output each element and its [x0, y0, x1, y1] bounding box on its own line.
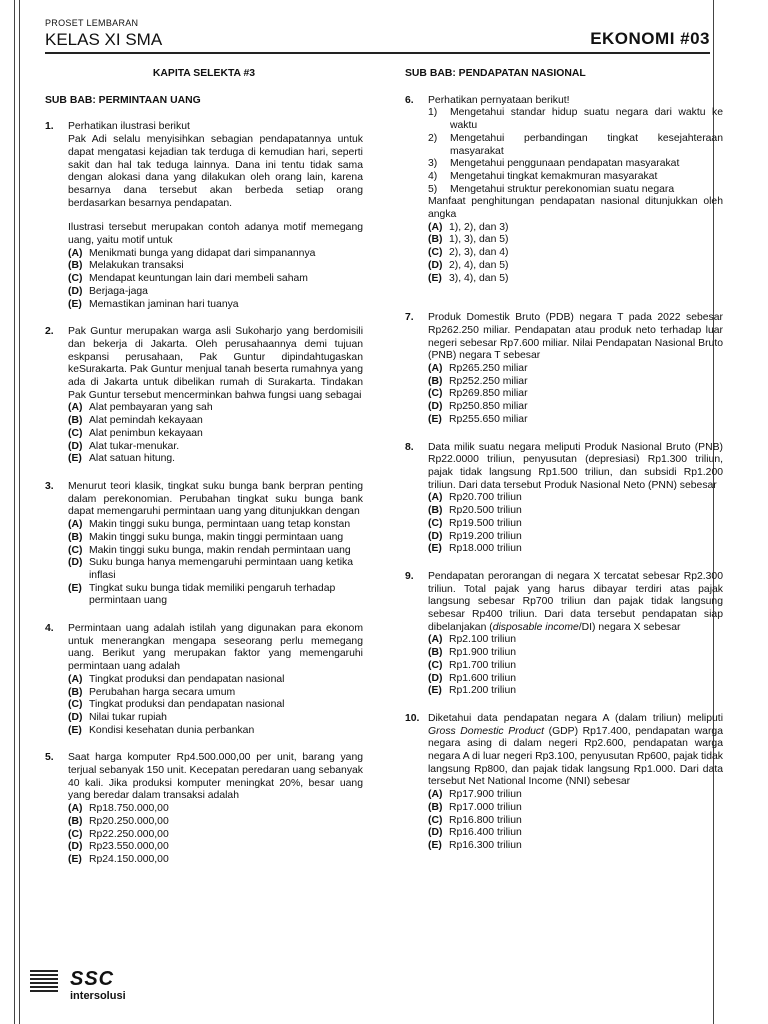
- option-text: Tingkat produksi dan pendapatan nasional: [89, 699, 285, 711]
- option-letter: (C): [68, 544, 83, 556]
- option-text: Makin tinggi suku bunga, permintaan uang tetap konstan: [89, 519, 351, 531]
- option-letter: (A): [68, 519, 83, 531]
- question-list: [45, 121, 363, 866]
- question-text: Data milik suatu negara meliputi Produk Nasional Bruto (PNB) Rp22.0000 triliun, penyusutan (depresiasi) Rp1.300 triliun, pajak tidak langsung Rp1.500 triliun, dan subsidi Rp1.200 triliun. Dari data tersebut Produk Nasional Neto (PNN) sebesar: [428, 441, 723, 491]
- option-text: Rp18.000 triliun: [449, 543, 522, 555]
- option-list: [428, 363, 723, 427]
- option-text: Melakukan transaksi: [89, 260, 184, 272]
- statement-list: [428, 107, 723, 196]
- option-text: 1), 2), dan 3): [449, 221, 509, 233]
- question-stem: Manfaat penghitungan pendapatan nasional ditunjukkan oleh angka: [428, 196, 723, 221]
- question-number: 8.: [405, 441, 414, 453]
- question-item: [45, 623, 363, 737]
- left-margin-rule: [14, 0, 20, 1024]
- answer-option: [68, 816, 363, 829]
- answer-option: [428, 234, 723, 247]
- option-text: Rp24.150.000,00: [89, 853, 169, 865]
- question-text: Diketahui data pendapatan negara A (dalam triliun) meliputi Gross Domestic Product (GDP) Rp17.400, pendapatan warga negara asing di dalam negeri Rp2.600, pendapatan warga negara A di luar negeri Rp3.100, penyusutan Rp600, pajak tidak langsung Rp800, dan pajak tidak langsung Rp1.000. Dari data tersebut Net National Income (NNI) sebesar: [428, 712, 723, 788]
- option-letter: (D): [68, 557, 83, 569]
- option-list: [68, 674, 363, 738]
- question-number: 5.: [45, 752, 54, 764]
- logo-text: SSC: [70, 968, 115, 990]
- question-number: 3.: [45, 480, 54, 492]
- question-text: Produk Domestik Bruto (PDB) negara T pada 2022 sebesar Rp262.250 miliar. Pendapatan atau produk neto terhadap luar negeri sebesar Rp7.600 miliar. Nilai Pendapatan Nasional Bruto (PNB) negara T sebesar: [428, 312, 723, 362]
- option-text: Rp16.400 triliun: [449, 827, 522, 839]
- option-letter: (B): [428, 505, 443, 517]
- option-text: Rp17.000 triliun: [449, 801, 522, 813]
- question-number: 10.: [405, 712, 420, 724]
- option-letter: (A): [428, 221, 443, 233]
- answer-option: [428, 273, 723, 286]
- statement-text: Mengetahui struktur perekonomian suatu negara: [450, 183, 675, 195]
- option-letter: (B): [68, 260, 83, 272]
- option-letter: (E): [428, 543, 442, 555]
- option-text: Rp1.700 triliun: [449, 659, 517, 671]
- option-list: [428, 634, 723, 698]
- option-text: Rp2.100 triliun: [449, 634, 517, 646]
- option-letter: (A): [428, 492, 443, 504]
- option-text: Rp250.850 miliar: [449, 401, 528, 413]
- option-text: Alat pembayaran yang sah: [89, 402, 213, 414]
- answer-option: [428, 376, 723, 389]
- answer-option: [428, 840, 723, 853]
- answer-option: [428, 827, 723, 840]
- question-number: 7.: [405, 312, 414, 324]
- option-text: Kondisi kesehatan dunia perbankan: [89, 724, 255, 736]
- answer-option: [428, 247, 723, 260]
- question-text: Pendapatan perorangan di negara X tercatat sebesar Rp2.300 triliun. Total pajak yang harus dibayar terdiri atas pajak langsung sebesar Rp700 triliun dan pajak tidak langsung sebesar Rp400 triliun. Dari data tersebut pendapatan siap dibelanjakan (disposable income/DI) negara X sebesar: [428, 570, 723, 633]
- answer-option: [68, 260, 363, 273]
- spacer: [68, 210, 363, 222]
- answer-option: [428, 492, 723, 505]
- option-letter: (D): [428, 672, 443, 684]
- option-letter: (C): [68, 699, 83, 711]
- option-letter: (E): [68, 453, 82, 465]
- statement-item: [428, 107, 723, 132]
- answer-option: [428, 414, 723, 427]
- option-text: Rp265.250 miliar: [449, 363, 528, 375]
- option-text: Tingkat suku bunga tidak memiliki pengaruh terhadap permintaan uang: [89, 582, 336, 607]
- logo-subtext: intersolusi: [70, 990, 126, 1002]
- option-letter: (A): [68, 803, 83, 815]
- option-text: Suku bunga hanya memengaruhi permintaan uang ketika inflasi: [89, 557, 353, 581]
- statement-text: Mengetahui penggunaan pendapatan masyarakat: [450, 158, 680, 170]
- statement-number: 1): [428, 107, 438, 119]
- answer-option: [428, 685, 723, 698]
- question-item: [405, 312, 723, 426]
- answer-option: [68, 545, 363, 558]
- question-item: [45, 121, 363, 311]
- option-text: Alat satuan hitung.: [89, 453, 176, 465]
- option-text: Rp1.900 triliun: [449, 647, 517, 659]
- option-letter: (D): [428, 259, 443, 271]
- answer-option: [428, 531, 723, 544]
- option-letter: (B): [428, 647, 443, 659]
- option-text: Rp20.500 triliun: [449, 505, 522, 517]
- statement-number: 3): [428, 158, 438, 170]
- subject-title: EKONOMI #03: [590, 29, 710, 48]
- answer-option: [68, 248, 363, 261]
- answer-option: [428, 815, 723, 828]
- statement-number: 2): [428, 132, 438, 144]
- answer-option: [428, 260, 723, 273]
- section-title: KAPITA SELEKTA #3: [152, 68, 256, 79]
- option-letter: (C): [428, 814, 443, 826]
- answer-option: [68, 699, 363, 712]
- statement-item: [428, 158, 723, 171]
- answer-option: [428, 401, 723, 414]
- question-item: [45, 481, 363, 608]
- statement-number: 5): [428, 183, 438, 195]
- answer-option: [68, 428, 363, 441]
- option-text: Tingkat produksi dan pendapatan nasional: [89, 673, 285, 685]
- option-list: [68, 803, 363, 867]
- answer-option: [68, 299, 363, 312]
- option-text: Rp1.600 triliun: [449, 672, 517, 684]
- option-text: Rp16.300 triliun: [449, 839, 522, 851]
- option-text: Rp16.800 triliun: [449, 814, 522, 826]
- option-letter: (B): [428, 375, 443, 387]
- answer-option: [68, 687, 363, 700]
- option-text: 3), 4), dan 5): [449, 272, 509, 284]
- series-label: PROSET LEMBARAN: [45, 18, 139, 28]
- option-text: Rp19.500 triliun: [449, 517, 522, 529]
- answer-option: [428, 673, 723, 686]
- option-letter: (C): [68, 828, 83, 840]
- question-intro: Perhatikan pernyataan berikut!: [428, 94, 570, 106]
- question-text: Permintaan uang adalah istilah yang digunakan para ekonom untuk menerangkan mengapa seseorang perlu memegang uang. Berikut yang merupakan faktor yang memengaruhi permintaan uang adalah: [68, 623, 363, 673]
- logo-stripes-icon: [30, 970, 58, 994]
- question-text: Pak Guntur merupakan warga asli Sukoharjo yang berdomisili dan bekerja di Jakarta. Oleh perusahaannya demi tujuan eskpansi perusahaan, Pak Guntur dipindahtugaskan keSurakarta. Pak Guntur menjual tanah beserta rumahnya yang ada di Jakarta untuk dibelikan rumah di Surakarta. Tindakan Pak Guntur tersebut mencerminkan bahwa fungsi uang sebagai: [68, 326, 363, 401]
- option-letter: (D): [68, 841, 83, 853]
- option-text: Rp255.650 miliar: [449, 413, 528, 425]
- option-text: Alat tukar-menukar.: [89, 440, 180, 452]
- option-list: [68, 519, 363, 608]
- subsection-title: SUB BAB: PENDAPATAN NASIONAL: [405, 68, 586, 79]
- answer-option: [68, 674, 363, 687]
- answer-option: [428, 518, 723, 531]
- answer-option: [68, 453, 363, 466]
- option-letter: (C): [428, 388, 443, 400]
- option-letter: (D): [428, 401, 443, 413]
- option-text: Alat penimbun kekayaan: [89, 427, 203, 439]
- question-list: [405, 312, 723, 852]
- option-letter: (B): [428, 801, 443, 813]
- question-item: [45, 326, 363, 466]
- question-text: Menurut teori klasik, tingkat suku bunga bank berpran penting dalam perekonomian. Perubahan tingkat suku bunga bank dapat memengaruhi permintaan uang yang ditunjukkan dengan: [68, 480, 363, 518]
- option-letter: (B): [428, 234, 443, 246]
- answer-option: [68, 415, 363, 428]
- right-column: [405, 68, 723, 868]
- option-letter: (B): [68, 415, 83, 427]
- option-text: Rp18.750.000,00: [89, 803, 169, 815]
- statement-text: Mengetahui perbandingan tingkat kesejahteraan masyarakat: [450, 132, 723, 157]
- question-6: [405, 95, 723, 286]
- answer-option: [428, 505, 723, 518]
- question-number: 4.: [45, 623, 54, 635]
- option-text: 2), 4), dan 5): [449, 259, 509, 271]
- option-letter: (E): [428, 685, 442, 697]
- question-item: [45, 752, 363, 866]
- option-list: [428, 789, 723, 853]
- option-text: Rp19.200 triliun: [449, 530, 522, 542]
- option-list: [68, 248, 363, 312]
- option-text: 2), 3), dan 4): [449, 247, 509, 259]
- answer-option: [428, 789, 723, 802]
- option-letter: (B): [68, 531, 83, 543]
- statement-text: Mengetahui standar hidup suatu negara dari waktu ke waktu: [450, 107, 723, 132]
- answer-option: [68, 273, 363, 286]
- answer-option: [428, 388, 723, 401]
- option-text: Menikmati bunga yang didapat dari simpanannya: [89, 247, 316, 259]
- answer-option: [68, 402, 363, 415]
- left-column: [45, 68, 363, 882]
- option-letter: (C): [428, 247, 443, 259]
- option-letter: (E): [68, 298, 82, 310]
- statement-number: 4): [428, 170, 438, 182]
- answer-option: [68, 557, 363, 582]
- option-letter: (A): [428, 634, 443, 646]
- option-letter: (B): [68, 686, 83, 698]
- option-letter: (E): [428, 839, 442, 851]
- statement-item: [428, 171, 723, 184]
- option-letter: (A): [68, 247, 83, 259]
- option-letter: (D): [68, 711, 83, 723]
- option-list: [68, 402, 363, 466]
- option-text: Rp17.900 triliun: [449, 789, 522, 801]
- answer-option: [428, 222, 723, 235]
- question-item: [405, 713, 723, 853]
- option-text: Makin tinggi suku bunga, makin tinggi permintaan uang: [89, 531, 344, 543]
- answer-option: [68, 532, 363, 545]
- answer-option: [428, 660, 723, 673]
- option-letter: (D): [68, 440, 83, 452]
- answer-option: [428, 543, 723, 556]
- option-text: Alat pemindah kekayaan: [89, 415, 203, 427]
- answer-option: [428, 647, 723, 660]
- option-text: Rp20.250.000,00: [89, 815, 169, 827]
- option-letter: (D): [428, 530, 443, 542]
- answer-option: [68, 583, 363, 608]
- option-letter: (D): [68, 285, 83, 297]
- option-letter: (D): [428, 827, 443, 839]
- question-item: [405, 442, 723, 556]
- option-text: Perubahan harga secara umum: [89, 686, 236, 698]
- option-text: Rp22.250.000,00: [89, 828, 169, 840]
- option-text: Rp23.550.000,00: [89, 841, 169, 853]
- option-letter: (E): [68, 853, 82, 865]
- option-list: [428, 222, 723, 286]
- option-letter: (A): [68, 673, 83, 685]
- footer-logo: [30, 966, 160, 1006]
- question-text: Saat harga komputer Rp4.500.000,00 per unit, barang yang terjual sebanyak 150 unit. Kecepatan peredaran uang sebanyak 40 kali. Jika produksi komputer meningkat 20%, besar uang yang beredar dalam transaksi adalah: [68, 752, 363, 802]
- question-number: 2.: [45, 326, 54, 338]
- answer-option: [428, 802, 723, 815]
- option-letter: (E): [428, 413, 442, 425]
- option-letter: (A): [428, 363, 443, 375]
- question-item: [405, 571, 723, 698]
- statement-item: [428, 184, 723, 197]
- option-text: Rp1.200 triliun: [449, 685, 517, 697]
- answer-option: [68, 829, 363, 842]
- class-label: KELAS XI SMA: [45, 30, 163, 49]
- option-text: Rp269.850 miliar: [449, 388, 528, 400]
- answer-option: [428, 634, 723, 647]
- option-letter: (E): [68, 582, 82, 594]
- question-text: Perhatikan ilustrasi berikut: [68, 121, 190, 133]
- option-text: Memastikan jaminan hari tuanya: [89, 298, 239, 310]
- option-letter: (A): [68, 402, 83, 414]
- option-text: 1), 3), dan 5): [449, 234, 509, 246]
- option-text: Berjaga-jaga: [89, 285, 148, 297]
- answer-option: [68, 286, 363, 299]
- option-text: Mendapat keuntungan lain dari membeli saham: [89, 273, 308, 285]
- option-letter: (E): [68, 724, 82, 736]
- answer-option: [68, 712, 363, 725]
- subsection-title: SUB BAB: PERMINTAAN UANG: [45, 94, 201, 106]
- answer-option: [68, 803, 363, 816]
- statement-text: Mengetahui tingkat kemakmuran masyarakat: [450, 170, 658, 182]
- statement-item: [428, 133, 723, 158]
- answer-option: [428, 363, 723, 376]
- answer-option: [68, 841, 363, 854]
- option-list: [428, 492, 723, 556]
- question-text: Ilustrasi tersebut merupakan contoh adanya motif memegang uang, yaitu motif untuk: [68, 222, 363, 247]
- option-letter: (C): [428, 659, 443, 671]
- option-text: Rp252.250 miliar: [449, 375, 528, 387]
- answer-option: [68, 441, 363, 454]
- question-number: 1.: [45, 121, 54, 133]
- option-text: Rp20.700 triliun: [449, 492, 522, 504]
- option-letter: (B): [68, 815, 83, 827]
- question-number: 6.: [405, 94, 414, 106]
- option-letter: (C): [428, 517, 443, 529]
- option-text: Makin tinggi suku bunga, makin rendah permintaan uang: [89, 544, 351, 556]
- option-letter: (C): [68, 273, 83, 285]
- question-text: Pak Adi selalu menyisihkan sebagian pendapatannya untuk dapat mengatasi kejadian tak terduga di kemudian hari, seperti sakit dan hal tak teduga lainnya. Dana ini tentu tidak sama dengan alokasi dana yang dilakukan oleh orang lain, karena besarnya dana tersebut akan berbeda setiap orang berdasarkan besarnya pendapatan.: [68, 134, 363, 209]
- question-number: 9.: [405, 570, 414, 582]
- answer-option: [68, 725, 363, 738]
- page-header: [45, 18, 710, 54]
- option-letter: (E): [428, 272, 442, 284]
- option-letter: (C): [68, 427, 83, 439]
- answer-option: [68, 854, 363, 867]
- option-letter: (A): [428, 789, 443, 801]
- answer-option: [68, 519, 363, 532]
- option-text: Nilai tukar rupiah: [89, 711, 167, 723]
